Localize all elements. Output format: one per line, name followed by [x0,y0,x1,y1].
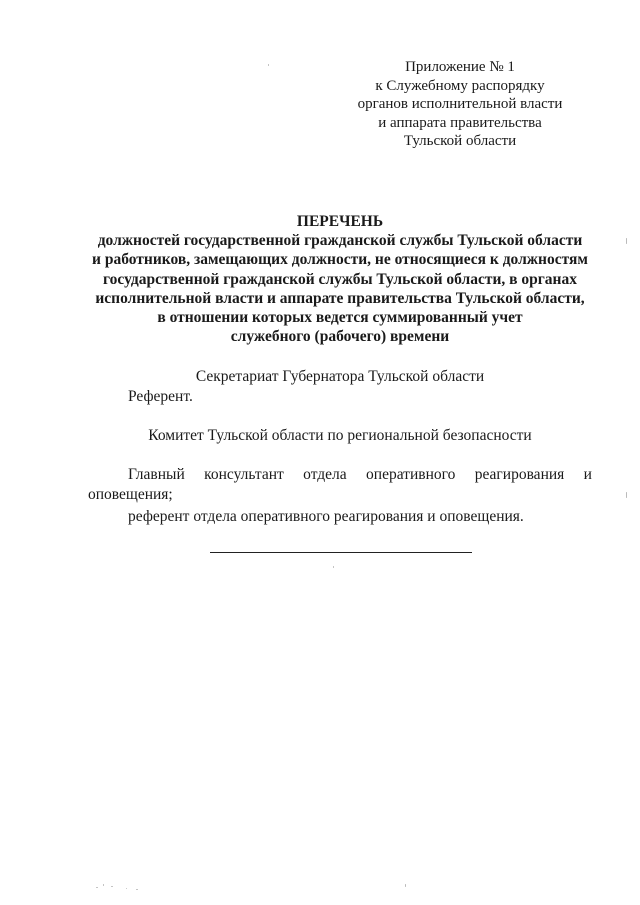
title-line: государственной гражданской службы Тульской области, в органах [103,270,577,288]
word: отдела [303,466,347,483]
scan-speck [333,566,334,568]
section-heading-security-committee: Комитет Тульской области по региональной безопасности [148,427,532,444]
title-heading: ПЕРЕЧЕНЬ [296,213,384,230]
section-heading-secretariat: Секретариат Губернатора Тульской области [195,368,485,385]
scan-speck [126,888,127,889]
word: Главный [128,466,185,483]
position-item-continuation: оповещения; [88,486,173,503]
scan-speck [111,886,113,887]
position-item-justified-line [128,466,592,484]
appendix-line: и аппарата правительства [378,114,542,131]
position-item: референт отдела оперативного реагирования и оповещения. [128,508,524,525]
scan-speck [405,884,406,887]
title-line: и работников, замещающих должности, не относящиеся к должностям [92,251,588,269]
word: и [583,466,592,483]
word: консультант [204,466,284,483]
closing-divider [210,552,472,553]
appendix-line: Тульской области [403,133,517,149]
title-line: служебного (рабочего) времени [230,328,450,346]
scan-speck [268,64,269,66]
title-line: должностей государственной гражданской службы Тульской области [97,232,583,250]
appendix-line: органов исполнительной власти [357,96,563,112]
appendix-line: к Служебному распорядку [375,77,545,94]
scan-speck [136,889,138,890]
scan-speck [626,492,627,498]
scan-speck [96,887,98,888]
scan-speck [103,884,104,886]
scan-speck [626,238,627,244]
document-title [80,212,600,346]
appendix-note [340,58,580,151]
title-line: в отношении которых ведется суммированный учет [157,309,523,327]
appendix-line: Приложение № 1 [405,59,515,75]
word: оперативного [366,466,456,483]
title-line: исполнительной власти и аппарате правительства Тульской области, [95,289,585,307]
word: реагирования [474,466,565,483]
position-item: Референт. [128,388,193,405]
